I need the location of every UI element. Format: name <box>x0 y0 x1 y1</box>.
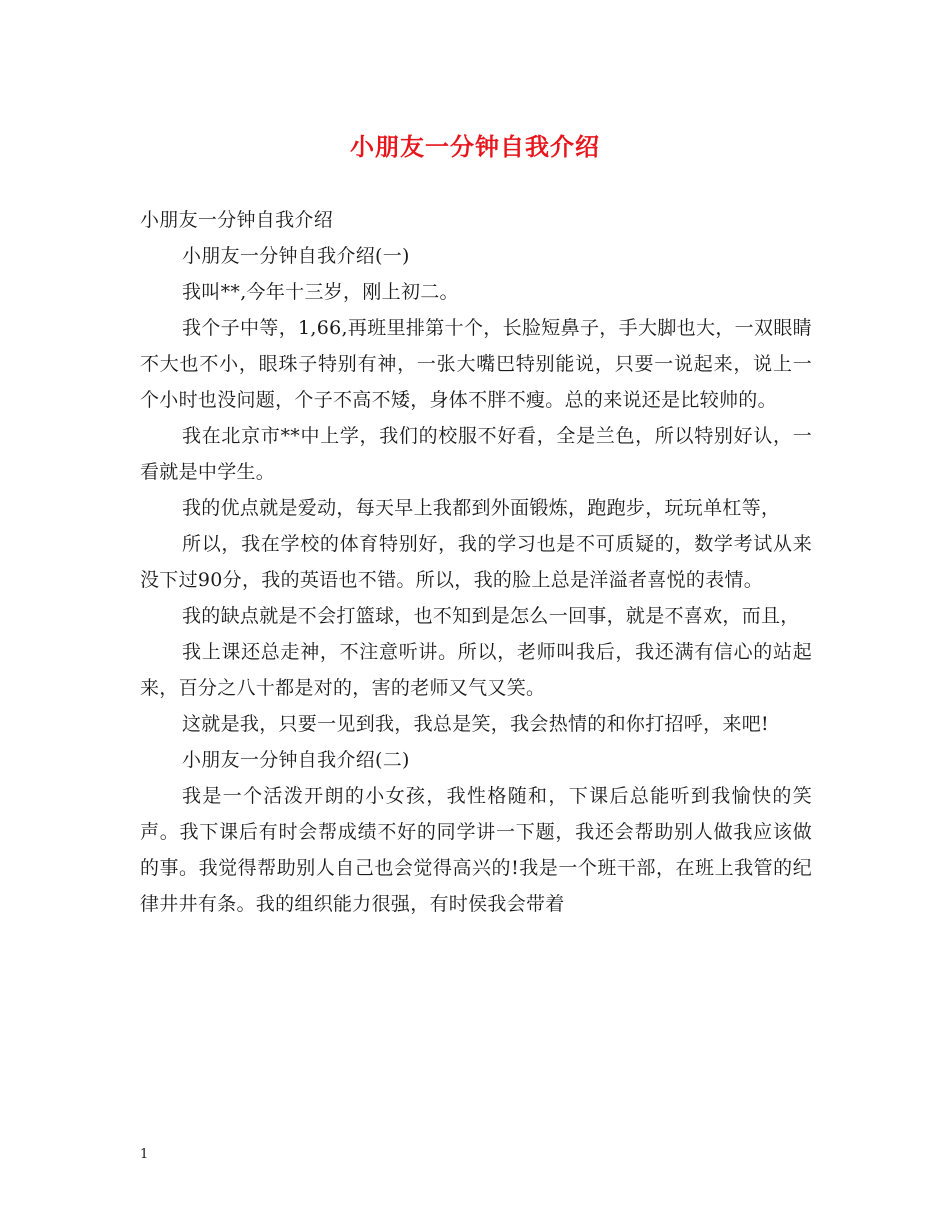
document-title: 小朋友一分钟自我介绍 <box>350 132 600 161</box>
paragraph: 这就是我，只要一见到我，我总是笑，我会热情的和你打招呼，来吧! <box>182 713 769 735</box>
section-heading-two: 小朋友一分钟自我介绍(二) <box>182 749 410 771</box>
paragraph: 我叫**,今年十三岁，刚上初二。 <box>182 281 459 303</box>
page-number: 1 <box>140 1147 149 1162</box>
paragraph: 我在北京市**中上学，我们的校服不好看，全是兰色，所以特别好认，一看就是中学生。 <box>140 425 812 483</box>
document-body <box>140 202 812 922</box>
paragraph: 我的缺点就是不会打篮球，也不知到是怎么一回事，就是不喜欢，而且， <box>182 605 800 627</box>
section-heading-one: 小朋友一分钟自我介绍(一) <box>182 245 410 267</box>
paragraph: 所以，我在学校的体育特别好，我的学习也是不可质疑的，数学考试从来没下过90分，我的英语也不错。所以，我的脸上总是洋溢者喜悦的表情。 <box>140 533 812 591</box>
paragraph: 我个子中等，1,66,再班里排第十个，长脸短鼻子，手大脚也大，一双眼睛不大也不小，眼珠子特别有神，一张大嘴巴特别能说，只要一说起来，说上一个小时也没问题，个子不高不矮，身体不胖不瘦。总的来说还是比较帅的。 <box>140 317 812 411</box>
body-heading: 小朋友一分钟自我介绍 <box>140 209 334 231</box>
paragraph: 我的优点就是爱动，每天早上我都到外面锻炼，跑跑步，玩玩单杠等， <box>182 497 781 519</box>
paragraph: 我是一个活泼开朗的小女孩，我性格随和，下课后总能听到我愉快的笑声。我下课后有时会帮成绩不好的同学讲一下题，我还会帮助别人做我应该做的事。我觉得帮助别人自己也会觉得高兴的!我是一个班干部，在班上我管的纪律井井有条。我的组织能力很强，有时侯我会带着 <box>140 785 812 915</box>
paragraph: 我上课还总走神，不注意听讲。所以，老师叫我后，我还满有信心的站起来，百分之八十都是对的，害的老师又气又笑。 <box>140 641 812 699</box>
